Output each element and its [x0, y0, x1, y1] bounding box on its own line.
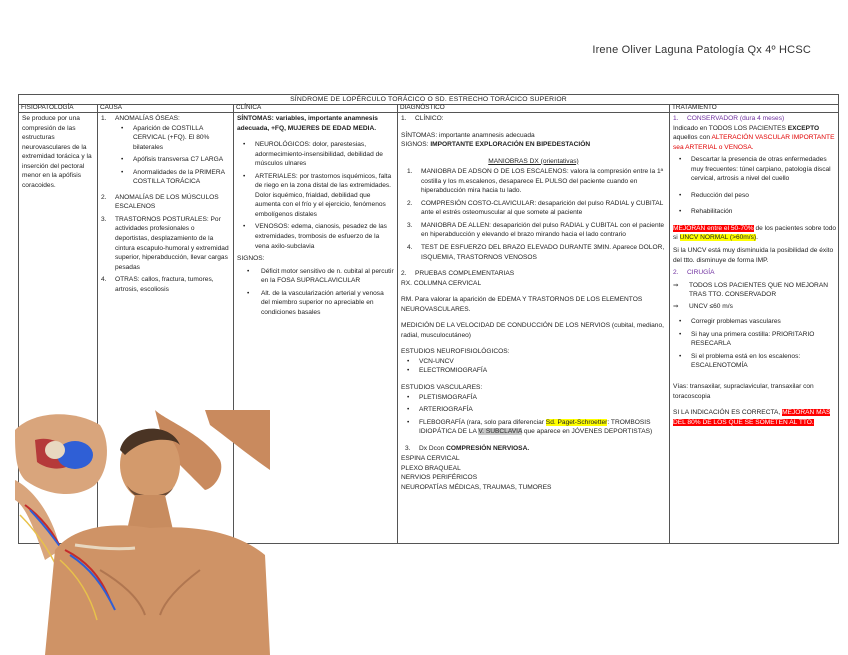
clinica-signo: • Déficit motor sensitivo de n. cubital al percutir en la FOSA SUPRACLAVICULAR [247, 267, 394, 285]
tto-cirugia-bullet: • Corregir problemas vasculares [679, 318, 781, 326]
tto-indicado: Indicado en TODOS LOS PACIENTES EXCEPTO aquellos con ALTERACIÓN VASCULAR IMPORTANTE sea ARTERIAL o VENOSA. [673, 124, 835, 151]
tto-final: SI LA INDICACIÓN ES CORRECTA, MEJORAN MÁS DEL 80% DE LOS QUE SE SOMETEN AL TTO. [673, 409, 831, 426]
dx-dcon-item: NEUROPATÍAS MÉDICAS, TRAUMAS, TUMORES [401, 483, 552, 491]
mejoran-highlight: MEJORAN entre el 50-70% [673, 224, 754, 232]
dx-neuro-title: ESTUDIOS NEUROFISIOLÓGICOS: [401, 348, 510, 356]
subclavia-highlight: V. SUBCLAVIA [478, 428, 522, 436]
tto-cirugia-bullet: • Si el problema está en los escalenos: ESCALENOTOMÍA [679, 352, 801, 370]
clinica-bullet: • VENOSOS: edema, cianosis, pesadez de las extremidades, trombosis de esfuerzo de la vena axilo-subclavia [243, 223, 387, 250]
uncv-highlight: UNCV NORMAL (>60m/s) [679, 234, 757, 242]
dx-pruebas-heading: 2. PRUEBAS COMPLEMENTARIAS [401, 270, 515, 278]
clinica-signo: • Alt. de la vascularización arterial y venosa del miembro superior no apreciable en condiciones basales [247, 289, 384, 316]
dx-dcon-item: NERVIOS PERIFÉRICOS [401, 474, 478, 482]
cell-diagnostico [398, 113, 670, 543]
causa-subitem: • Anormalidades de la PRIMERA COSTILLA TORÁCICA [121, 168, 225, 186]
arrow-icon: ⇒ [673, 281, 679, 289]
col-header-tratamiento: TRATAMIENTO [672, 104, 717, 111]
col-header-causa: CAUSA [98, 104, 234, 112]
tto-bullet: • Descartar la presencia de otras enfermedades muy frecuentes: túnel carpiano, patología discal cervical, artrosis a nivel del cuello [679, 156, 831, 183]
tto-bullet: • Rehabilitación [679, 208, 733, 216]
arrow-icon: ⇒ [673, 302, 679, 310]
clinica-bullet: • NEUROLÓGICOS: dolor, parestesias, adormecimiento-insensibilidad, debilidad de músculos ulnares [243, 141, 383, 168]
clinica-intro: SÍNTOMAS: variables, importante anamnesis adecuada, +FQ, MUJERES DE EDAD MEDIA. [237, 115, 378, 132]
tto-mejoran: MEJORAN entre el 50-70% de los pacientes sobre todo si UNCV NORMAL (>60m/s). [673, 224, 837, 242]
causa-subitem: • Aparición de COSTILLA CERVICAL (+FQ). El 80% bilaterales [121, 124, 210, 151]
dx-medicion: MEDICIÓN DE LA VELOCIDAD DE CONDUCCIÓN DE LOS NERVIOS (cubital, mediano, radial, musculocutáneo) [401, 322, 664, 339]
cell-tratamiento [670, 113, 840, 543]
author-header: Irene Oliver Laguna Patología Qx 4º HCSC [592, 44, 811, 56]
dx-neuro-item: • ELECTROMIOGRAFÍA [407, 367, 488, 375]
dx-signos: SIGNOS: IMPORTANTE EXPLORACIÓN EN BIPEDESTACIÓN [401, 141, 591, 149]
tto-vias: Vías: transaxilar, supraclavicular, transaxilar con toracoscopia [673, 383, 814, 400]
col-header-clinica: CLÍNICA [234, 104, 398, 112]
dx-vasc-item: • PLETISMOGRAFÍA [407, 393, 477, 401]
table-header-row [19, 104, 838, 113]
tto-cirugia-bullet: • Si hay una primera costilla: PRIORITARIO RESECARLA [679, 330, 815, 348]
dx-rm: RM. Para valorar la aparición de EDEMA Y TRASTORNOS DE LOS ELEMENTOS NEUROVASCULARES. [401, 296, 643, 313]
tto-arrow-item: ⇒ TODOS LOS PACIENTES QUE NO MEJORAN TRAS TTO. CONSERVADOR [673, 281, 828, 299]
dx-maniobra: 1. MANIOBRA DE ADSON O DE LOS ESCALENOS: valora la compresión entre la 1ª costilla y los m.escalenos, desaparece EL PULSO del paciente cuando en hiperabducción mira hacia tu lado. [407, 168, 664, 195]
col-header-diagnostico: DIAGNÓSTICO [398, 104, 670, 112]
causa-subitem: • Apófisis transversa C7 LARGA [121, 156, 224, 164]
causa-item: 3. TRASTORNOS POSTURALES: Por actividades profesionales o deportistas, desplazamiento de la cintura escapulo-humoral y extremidad superior, hiperabducción, llevar cargas pesadas [101, 215, 229, 271]
dx-vasc-item: • ARTERIOGRAFÍA [407, 406, 473, 414]
causa-item [101, 114, 230, 190]
clinica-signos-label: SIGNOS: [237, 255, 265, 263]
col-header-fisiopatologia: FISIOPATOLOGÍA [19, 104, 98, 112]
tto-arrow-item: ⇒ UNCV ≤60 m/s [673, 302, 733, 310]
causa-item: 2. ANOMALÍAS DE LOS MÚSCULOS ESCALENOS [101, 193, 219, 211]
tto-cirugia-heading: 2. CIRUGÍA [673, 269, 715, 277]
dx-rx: RX. COLUMNA CERVICAL [401, 279, 482, 287]
clinica-bullet: • ARTERIALES: por trastornos isquémicos, falta de riego en la zona distal de las extremidades. Dolor isquémico, frialdad, debilidad que aumenta con el frío y el ejercicio, fenómenos embolígenos distales [243, 172, 392, 218]
causa-number: 1. [101, 115, 107, 122]
causa-item: 4. OTRAS: callos, fractura, tumores, artrosis, escoliosis [101, 276, 214, 293]
dx-neuro-item: • VCN-UNCV [407, 357, 454, 365]
dx-maniobra: 3. MANIOBRA DE ALLEN: desaparición del pulso RADIAL y CUBITAL con el paciente en hiperabducción y elevando el brazo mirando hacia el lado contrario [407, 221, 665, 239]
tto-uncv-note: Si la UNCV está muy disminuida la posibilidad de éxito del ttto. disminuye de forma IMP. [673, 247, 834, 264]
anatomy-illustration [15, 410, 270, 655]
dx-maniobras-title: MANIOBRAS DX (orientativas) [488, 157, 579, 165]
dx-dcon-heading: 3. Dx Dcon COMPRESIÓN NERVIOSA. [405, 444, 530, 452]
dx-vasc-title: ESTUDIOS VASCULARES: [401, 384, 483, 392]
fisiopatologia-text: Se produce por una compresión de las estructuras neurovasculares de la extremidad torácica y la inserción del pectoral menor en la apófisis coracoides. [22, 115, 92, 189]
table-title: SÍNDROME DE LOPÉRCULO TORÁCICO O SD. ESTRECHO TORÁCICO SUPERIOR [19, 95, 838, 105]
dx-dcon-item: ESPINA CERVICAL [401, 455, 460, 463]
causa-label: ANOMALÍAS ÓSEAS: [115, 115, 180, 122]
final-highlight: MEJORAN MÁS DEL 80% DE LOS QUE SE SOMETEN AL TTO. [673, 409, 831, 426]
dx-sintomas: SÍNTOMAS: importante anamnesis adecuada [401, 131, 535, 139]
tto-bullet: • Reducción del peso [679, 191, 749, 199]
dx-dcon-item: PLEXO BRAQUEAL [401, 464, 461, 472]
dx-flebografia: • FLEBOGRAFÍA (rara, solo para diferenciar Sd. Paget-Schroetter: TROMBOSIS IDIOPÁTICA DE LA V. SUBCLAVIA que aparece en JÓVENES DEPORTISTAS) [407, 418, 653, 436]
paget-highlight: Sd. Paget-Schroetter [545, 418, 608, 426]
dx-maniobra: 4. TEST DE ESFUERZO DEL BRAZO ELEVADO DURANTE 3MIN. Aparece DOLOR, ISQUEMIA, TRASTORNOS VENOSOS [407, 244, 665, 261]
tto-conservador-heading: 1. CONSERVADOR (dura 4 meses) [673, 115, 785, 122]
dx-maniobra: 2. COMPRESIÓN COSTO-CLAVICULAR: desaparición del pulso RADIAL y CUBITAL ante el estrés osteomuscular al que somete al paciente [407, 199, 664, 217]
dx-clinico-heading: 1. CLÍNICO: [401, 115, 444, 122]
